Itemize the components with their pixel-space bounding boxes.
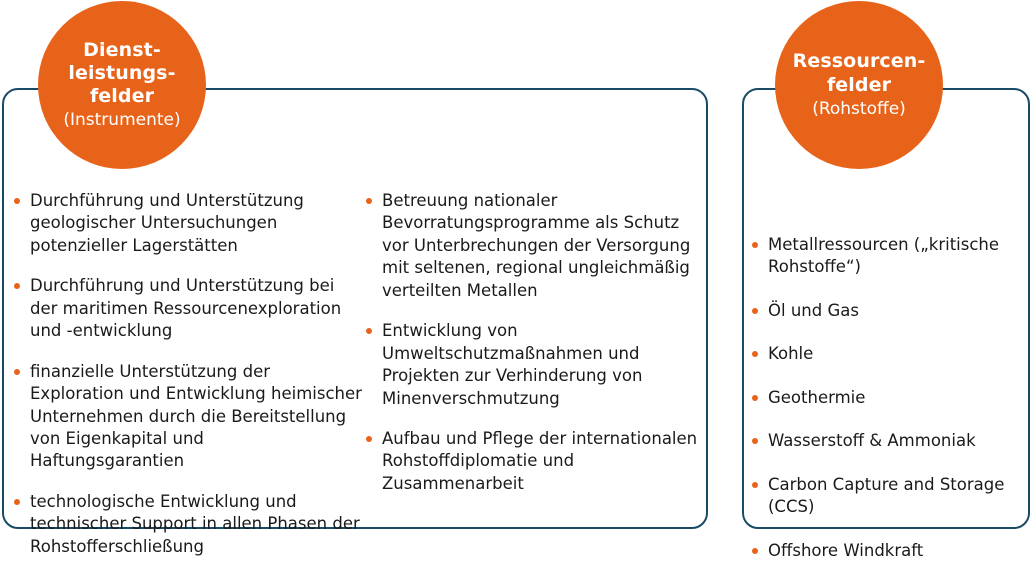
list-item: Kohle — [752, 343, 1024, 365]
services-list-1 — [14, 190, 362, 558]
services-circle-badge — [38, 1, 206, 169]
list-item: finanzielle Unterstützung der Exploration und Entwicklung heimischer Unternehmen durch die Bereitstellung von Eigenkapital und Haftungsgarantien — [14, 361, 362, 473]
list-item: Durchführung und Unterstützung bei der maritimen Ressourcenexploration und -entwicklung — [14, 275, 362, 342]
list-item: Entwicklung von Umweltschutzmaßnahmen und Projekten zur Verhinderung von Minenverschmutzung — [366, 320, 706, 410]
list-item: Durchführung und Unterstützung geologischer Untersuchungen potenzieller Lagerstätten — [14, 190, 362, 257]
services-circle-title-line2: leistungs- — [68, 62, 176, 85]
list-item: Offshore Windkraft — [752, 540, 1024, 562]
list-item: Metallressourcen („kritische Rohstoffe“) — [752, 234, 1024, 279]
services-column-1 — [14, 190, 362, 558]
resources-circle-badge — [775, 1, 943, 169]
list-item: Carbon Capture and Storage (CCS) — [752, 474, 1024, 519]
services-list-2 — [366, 190, 706, 495]
resources-circle-title-line1: Ressourcen- — [792, 50, 926, 73]
resources-list — [752, 234, 1024, 562]
services-circle-title-line3: felder — [89, 85, 155, 108]
services-circle-subtitle: (Instrumente) — [63, 110, 181, 131]
list-item: Öl und Gas — [752, 300, 1024, 322]
list-item: technologische Entwicklung und technischer Support in allen Phasen der Rohstofferschließung — [14, 491, 362, 558]
list-item: Aufbau und Pflege der internationalen Rohstoffdiplomatie und Zusammenarbeit — [366, 428, 706, 495]
services-column-2 — [366, 190, 706, 495]
list-item: Geothermie — [752, 387, 1024, 409]
resources-circle-title-line2: felder — [826, 73, 892, 96]
services-circle-title-line1: Dienst- — [83, 38, 161, 61]
resources-circle-subtitle: (Rohstoffe) — [812, 98, 906, 119]
list-item: Wasserstoff & Ammoniak — [752, 430, 1024, 452]
list-item: Betreuung nationaler Bevorratungsprogramme als Schutz vor Unterbrechungen der Versorgung mit seltenen, regional ungleichmäßig verteilten Metallen — [366, 190, 706, 302]
